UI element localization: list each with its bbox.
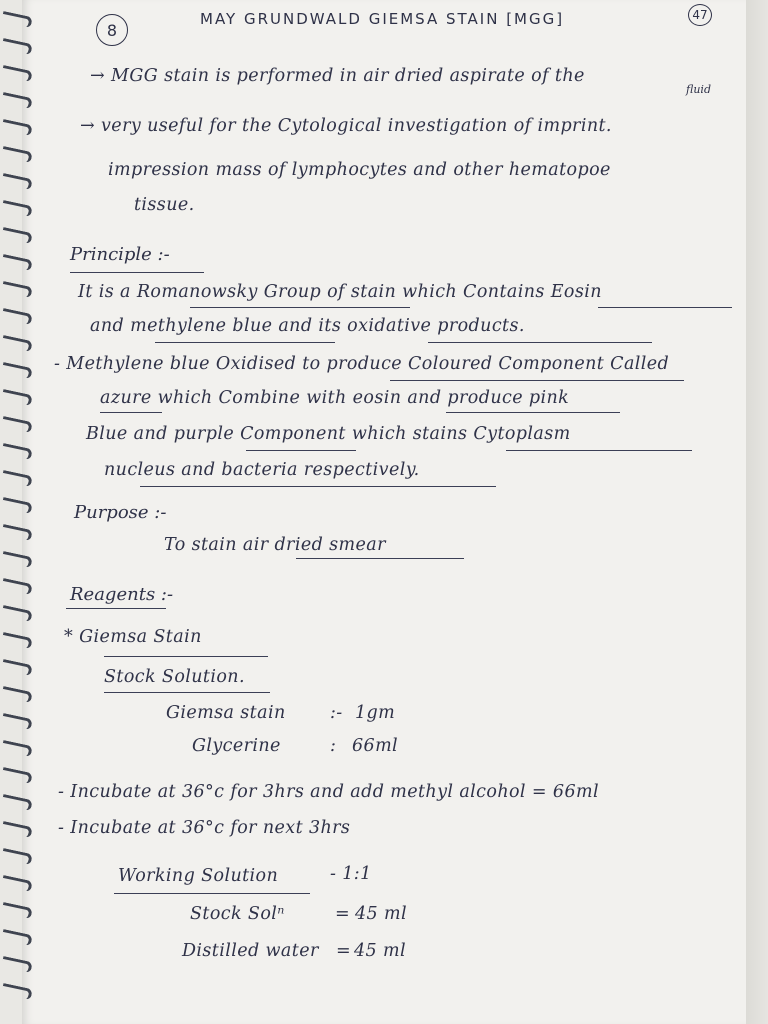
intro-line-3: impression mass of lymphocytes and other hematopoe (108, 160, 611, 180)
incubate-step-2: - Incubate at 36°c for next 3hrs (58, 818, 351, 838)
page-number-circle (96, 14, 128, 46)
spiral-ring (1, 794, 33, 811)
spiral-ring (1, 335, 33, 352)
principle-line-6: nucleus and bacteria respectively. (104, 460, 420, 480)
spiral-ring (1, 416, 33, 433)
spiral-ring (1, 632, 33, 649)
stock-item-1-value: 1gm (355, 703, 396, 723)
component-underline (246, 450, 356, 451)
working-ratio: - 1:1 (330, 864, 372, 884)
stock-solution-underline (104, 692, 270, 693)
spiral-binding (0, 0, 40, 1024)
purpose-underline (296, 558, 464, 559)
principle-line-3: - Methylene blue Oxidised to produce Coloured Component Called (54, 354, 670, 374)
spiral-ring (1, 956, 33, 973)
intro-line-1-continuation: fluid (686, 83, 711, 96)
spiral-ring (1, 173, 33, 190)
principle-line-5: Blue and purple Component which stains Cytoplasm (86, 424, 571, 444)
spiral-ring (1, 713, 33, 730)
spiral-ring (1, 389, 33, 406)
principle-line-1: It is a Romanowsky Group of stain which Contains Eosin (78, 282, 602, 302)
principle-underline (70, 272, 204, 273)
purpose-heading: Purpose :- (74, 502, 167, 523)
spiral-ring (1, 497, 33, 514)
intro-line-2: → very useful for the Cytological investigation of imprint. (80, 116, 612, 136)
spiral-ring (1, 686, 33, 703)
incubate-step-1: - Incubate at 36°c for 3hrs and add methyl alcohol = 66ml (58, 782, 599, 802)
working-item-2-value: 45 ml (354, 941, 407, 961)
working-item-1-sep: = (335, 904, 351, 924)
coloured-component-underline (390, 380, 684, 381)
intro-line-4: tissue. (134, 195, 195, 215)
reagent-item: * Giemsa Stain (64, 627, 202, 647)
spiral-ring (1, 740, 33, 757)
reagents-underline (66, 608, 166, 609)
intro-line-1: → MGG stain is performed in air dried aspirate of the (90, 66, 585, 86)
eosin-produce-underline (446, 412, 620, 413)
romanowsky-underline (190, 307, 410, 308)
purpose-text: To stain air dried smear (164, 535, 386, 555)
spiral-ring (1, 119, 33, 136)
working-item-2-sep: = (336, 941, 352, 961)
spiral-ring (1, 443, 33, 460)
spiral-ring (1, 902, 33, 919)
oxidative-underline (428, 342, 652, 343)
spiral-ring (1, 65, 33, 82)
spiral-ring (1, 524, 33, 541)
stock-item-1-sep: :- (330, 703, 343, 723)
working-item-1-name: Stock Solⁿ (190, 904, 285, 924)
spiral-ring (1, 929, 33, 946)
spiral-ring (1, 605, 33, 622)
spiral-ring (1, 848, 33, 865)
corner-number: 47 (692, 8, 708, 22)
spiral-ring (1, 308, 33, 325)
spiral-ring (1, 281, 33, 298)
respectively-underline (140, 486, 496, 487)
spiral-ring (1, 821, 33, 838)
stock-item-2-sep: : (330, 736, 337, 756)
working-item-2-name: Distilled water (182, 941, 319, 961)
spiral-ring (1, 200, 33, 217)
stock-item-2-name: Glycerine (192, 736, 281, 756)
spiral-ring (1, 362, 33, 379)
spiral-ring (1, 659, 33, 676)
stock-item-2-value: 66ml (352, 736, 399, 756)
working-solution-underline (114, 893, 310, 894)
principle-heading: Principle :- (70, 244, 170, 265)
page-edge (746, 0, 768, 1024)
working-solution-heading: Working Solution (118, 866, 279, 886)
spiral-ring (1, 11, 33, 28)
reagents-heading: Reagents :- (70, 584, 174, 605)
spiral-ring (1, 38, 33, 55)
corner-number-circle (688, 4, 712, 26)
spiral-ring (1, 551, 33, 568)
giemsa-underline (104, 656, 268, 657)
spiral-ring (1, 983, 33, 1000)
spiral-ring (1, 767, 33, 784)
page-title: MAY GRUNDWALD GIEMSA STAIN [MGG] (200, 10, 565, 28)
spiral-ring (1, 227, 33, 244)
principle-line-4: azure which Combine with eosin and produce pink (100, 388, 570, 408)
spiral-ring (1, 92, 33, 109)
spiral-ring (1, 254, 33, 271)
stock-item-1-name: Giemsa stain (166, 703, 286, 723)
page-number: 8 (106, 20, 118, 40)
cytoplasm-underline (506, 450, 692, 451)
stock-solution-heading: Stock Solution. (104, 667, 245, 687)
azure-underline (100, 412, 162, 413)
spiral-ring (1, 146, 33, 163)
spiral-ring (1, 470, 33, 487)
principle-line-2: and methylene blue and its oxidative products. (90, 316, 525, 336)
spiral-ring (1, 875, 33, 892)
methylene-underline (155, 342, 335, 343)
eosin-underline (598, 307, 732, 308)
spiral-ring (1, 578, 33, 595)
working-item-1-value: 45 ml (355, 904, 408, 924)
